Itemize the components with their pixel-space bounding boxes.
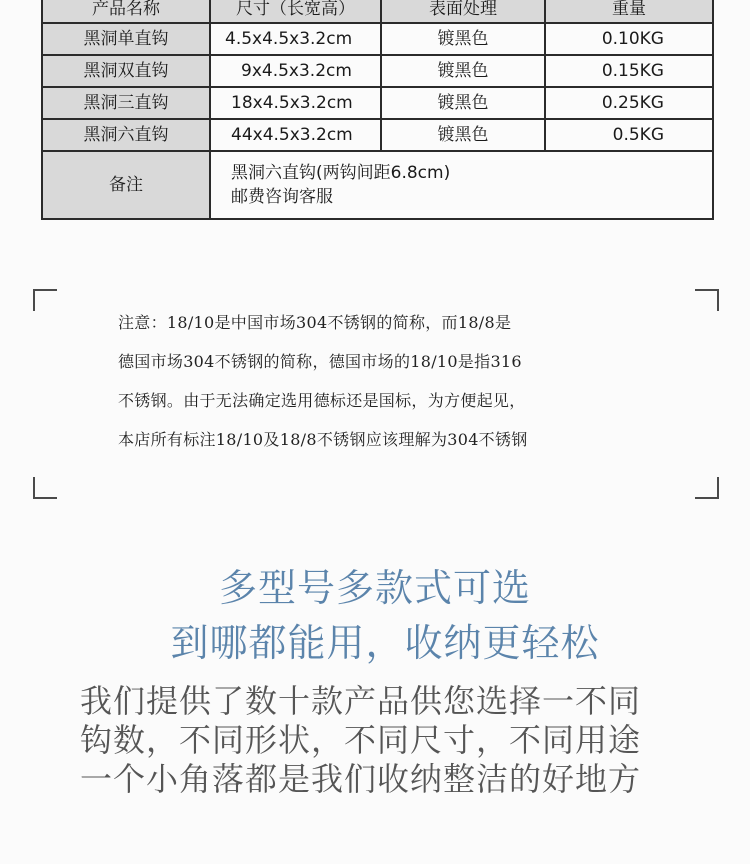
frame-corner-top-right (695, 289, 719, 311)
table-note-row (42, 151, 713, 219)
frame-corner-bottom-left (33, 477, 57, 499)
cell-finish: 镀黑色 (381, 55, 545, 87)
body-line: 钩数，不同形状，不同尺寸，不同用途 (80, 721, 642, 759)
notice-line: 不锈钢。由于无法确定选用德标还是国标，为方便起见， (118, 391, 526, 410)
table-header-row (42, 0, 713, 23)
cell-dimensions: 9x4.5x3.2cm (210, 55, 381, 87)
table-row (42, 23, 713, 55)
cell-finish: 镀黑色 (381, 23, 545, 55)
header-dimensions: 尺寸（长宽高） (210, 0, 381, 23)
header-product-name: 产品名称 (42, 0, 210, 23)
cell-dimensions: 18x4.5x3.2cm (210, 87, 381, 119)
cell-product-name: 黑洞单直钩 (42, 23, 210, 55)
headline-secondary: 到哪都能用，收纳更轻松 (170, 621, 600, 665)
cell-dimensions: 4.5x4.5x3.2cm (210, 23, 381, 55)
note-content (210, 151, 713, 219)
notice-line: 德国市场304不锈钢的简称，德国市场的18/10是指316 (118, 352, 522, 371)
header-finish: 表面处理 (381, 0, 545, 23)
cell-weight: 0.25KG (545, 87, 713, 119)
note-line: 黑洞六直钩(两钩间距6.8cm) (231, 163, 451, 183)
header-weight: 重量 (545, 0, 713, 23)
body-line: 我们提供了数十款产品供您选择一不同 (80, 682, 642, 720)
notice-text (118, 303, 658, 459)
cell-finish: 镀黑色 (381, 87, 545, 119)
cell-weight: 0.10KG (545, 23, 713, 55)
cell-product-name: 黑洞六直钩 (42, 119, 210, 151)
spec-table (41, 0, 714, 220)
body-copy (80, 682, 720, 799)
cell-weight: 0.5KG (545, 119, 713, 151)
note-label: 备注 (42, 151, 210, 219)
cell-dimensions: 44x4.5x3.2cm (210, 119, 381, 151)
frame-corner-top-left (33, 289, 57, 311)
cell-weight: 0.15KG (545, 55, 713, 87)
notice-line: 本店所有标注18/10及18/8不锈钢应该理解为304不锈钢 (118, 430, 528, 449)
cell-finish: 镀黑色 (381, 119, 545, 151)
cell-product-name: 黑洞双直钩 (42, 55, 210, 87)
note-line: 邮费咨询客服 (231, 187, 333, 207)
table-row (42, 119, 713, 151)
frame-corner-bottom-right (695, 477, 719, 499)
cell-product-name: 黑洞三直钩 (42, 87, 210, 119)
notice-line: 注意：18/10是中国市场304不锈钢的简称，而18/8是 (118, 313, 512, 332)
body-line: 一个小角落都是我们收纳整洁的好地方 (80, 760, 642, 798)
headline-primary: 多型号多款式可选 (218, 566, 531, 610)
table-row (42, 87, 713, 119)
table-row (42, 55, 713, 87)
